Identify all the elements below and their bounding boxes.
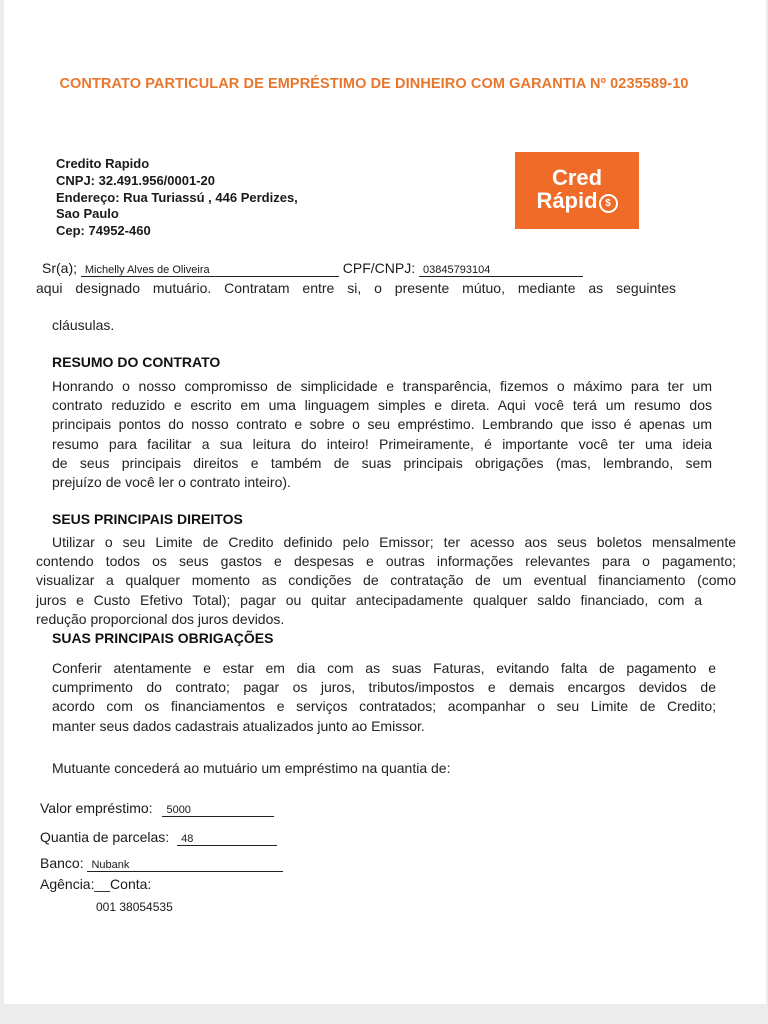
direitos-text [36,533,736,629]
direitos-line: contendo todos os seus gastos e despesas e outras informações relevantes para o pagamento; [36,553,736,570]
intro-line-1: aqui designado mutuário. Contratam entre si, o presente mútuo, mediante as seguintes [36,280,676,296]
direitos-line: Utilizar o seu Limite de Credito definido pelo Emissor; ter acesso aos seus boletos mensalmente [52,534,736,550]
company-address: Endereço: Rua Turiassú , 446 Perdizes, [56,189,298,205]
direitos-heading: SEUS PRINCIPAIS DIREITOS [52,511,243,527]
parcelas-label: Quantia de parcelas: [40,829,170,845]
resumo-line: principais pontos do nosso contrato e sobre o seu empréstimo. Lembrando que isso é apenas um [52,416,712,433]
banco-field: Nubank [87,859,283,872]
obrigacoes-text [52,659,716,736]
direitos-line: visualizar a qualquer momento as condições de contratação de um eventual financiamento (como [36,572,736,589]
company-info [56,156,298,240]
resumo-line: contrato reduzido e escrito em uma linguagem simples e direta. Aqui você terá um resumo dos [52,397,712,414]
resumo-line: de seus principais direitos e também de suas principais obrigações (mas, lembrando, sem [52,454,712,471]
obrigacoes-line: acordo com os financiamentos e serviços contratados; acompanhar o seu Limite de Credito; [52,698,716,715]
parcelas-row [40,829,277,846]
obrigacoes-line: cumprimento do contrato; pagar os juros, tributos/impostos e demais encargos devidos de [52,679,716,696]
valor-field: 5000 [162,804,274,817]
company-cep: Cep: 74952-460 [56,223,151,239]
banco-label: Banco: [40,855,84,871]
valor-label: Valor empréstimo: [40,800,153,816]
company-name: Credito Rapido [56,156,150,171]
direitos-line: juros e Custo Efetivo Total); pagar ou quitar antecipadamente qualquer saldo financiado, com a [36,591,702,608]
banco-row [40,855,283,872]
cpf-label: CPF/CNPJ: [342,260,416,276]
contract-page [4,0,766,1004]
resumo-line: Honrando o nosso compromisso de simplicidade e transparência, fizemos o máximo para ter um [52,378,712,394]
resumo-heading: RESUMO DO CONTRATO [52,354,221,370]
resumo-line: resumo para facilitar a sua leitura do inteiro! Primeiramente, é importante você ter uma ideia [52,435,712,452]
direitos-line: redução proporcional dos juros devidos. [36,610,285,627]
contract-title: CONTRATO PARTICULAR DE EMPRÉSTIMO DE DINHEIRO COM GARANTIA Nº 0235589-10 [59,76,689,92]
logo-line-2 [515,189,639,213]
obrigacoes-line: manter seus dados cadastrais atualizados junto ao Emissor. [52,717,425,734]
parcelas-field: 48 [177,833,277,846]
logo-line-1: Cred [551,165,603,190]
company-cnpj: CNPJ: 32.491.956/0001-20 [56,172,216,188]
cred-rapido-logo [515,152,639,229]
resumo-text [52,377,712,492]
loan-intro: Mutuante concederá ao mutuário um empréstimo na quantia de: [52,760,451,776]
logo-text: Rápid [536,188,598,213]
obrigacoes-line: Conferir atentamente e estar em dia com as suas Faturas, evitando falta de pagamento e [52,660,716,676]
sr-label: Sr(a); [42,260,77,276]
coin-icon: $ [599,194,618,213]
intro-line-2: cláusulas. [52,317,115,333]
agencia-conta-label: Agência:__Conta: [40,876,152,892]
company-city: Sao Paulo [56,206,119,222]
borrower-line [42,260,583,277]
obrigacoes-heading: SUAS PRINCIPAIS OBRIGAÇÕES [52,630,274,646]
agencia-conta-value: 001 38054535 [96,900,173,914]
resumo-line: prejuízo de você ler o contrato inteiro). [52,474,291,491]
valor-row [40,800,274,817]
borrower-name-field: Michelly Alves de Oliveira [81,264,339,277]
cpf-field: 03845793104 [419,264,583,277]
